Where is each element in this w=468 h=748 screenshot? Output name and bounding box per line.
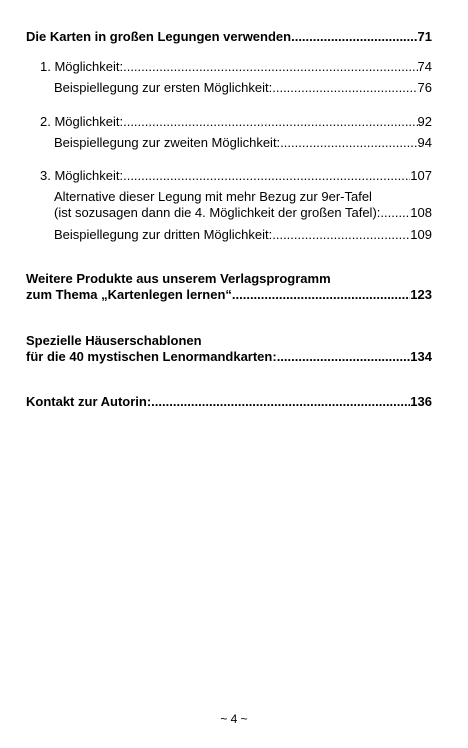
- toc-entry-option-1-example: [54, 80, 432, 96]
- toc-entry-title-line-1: Weitere Produkte aus unserem Verlagsprogramm: [26, 271, 331, 286]
- toc-entry-option-3-example: [54, 227, 432, 243]
- toc-leader-dots: [272, 80, 417, 96]
- toc-entry-title: Beispiellegung zur ersten Möglichkeit:: [54, 80, 273, 95]
- toc-leader-dots: [151, 394, 410, 410]
- toc-entry-page: 74: [417, 59, 432, 74]
- toc-entry-page: 76: [417, 80, 432, 95]
- toc-entry-title: Beispiellegung zur zweiten Möglichkeit:: [54, 135, 281, 150]
- toc-entry-page: 71: [417, 29, 432, 44]
- toc-leader-dots: [232, 287, 410, 303]
- toc-entry-title-line-2: für die 40 mystischen Lenormandkarten:: [26, 349, 277, 364]
- toc-entry-title: 3. Möglichkeit:: [40, 168, 124, 183]
- toc-entry-title: 1. Möglichkeit:: [40, 59, 124, 74]
- toc-leader-dots: [272, 227, 410, 243]
- toc-entry-option-3: [40, 168, 432, 184]
- toc-entry-title: Beispiellegung zur dritten Möglichkeit:: [54, 227, 273, 242]
- toc-entry-title: Die Karten in großen Legungen verwenden: [26, 29, 292, 44]
- toc-leader-dots: [277, 349, 411, 365]
- toc-leader-dots: [380, 205, 410, 221]
- toc-entry-page: 92: [417, 114, 432, 129]
- toc-entry-products: [26, 271, 432, 303]
- toc-entry-option-1: [40, 59, 432, 75]
- toc-leader-dots: [123, 114, 417, 130]
- toc-entry-title-line-2: zum Thema „Kartenlegen lernen“: [26, 287, 232, 302]
- toc-entry-page: 134: [410, 349, 432, 364]
- toc-leader-dots: [280, 135, 417, 151]
- toc-entry-title-line-1: Spezielle Häuserschablonen: [26, 333, 202, 348]
- toc-entry-title: Kontakt zur Autorin:: [26, 394, 152, 409]
- toc-entry-templates: [26, 333, 432, 365]
- toc-entry-page: 123: [410, 287, 432, 302]
- toc-entry-page: 107: [410, 168, 432, 183]
- toc-entry-title-line-2: (ist sozusagen dann die 4. Möglichkeit der großen Tafel):: [54, 205, 381, 220]
- page-number: ~ 4 ~: [220, 712, 248, 726]
- toc-entry-option-2: [40, 114, 432, 130]
- toc-entry-page: 94: [417, 135, 432, 150]
- toc-entry-page: 108: [410, 205, 432, 220]
- toc-leader-dots: [123, 168, 410, 184]
- toc-entry-chapter: [26, 29, 432, 45]
- toc-entry-alternative: [54, 189, 432, 221]
- toc-entry-title-line-1: Alternative dieser Legung mit mehr Bezug zur 9er-Tafel: [54, 189, 372, 204]
- toc-leader-dots: [291, 29, 417, 45]
- toc-entry-page: 109: [410, 227, 432, 242]
- toc-entry-page: 136: [410, 394, 432, 409]
- toc-leader-dots: [123, 59, 417, 75]
- toc-entry-option-2-example: [54, 135, 432, 151]
- toc-entry-title: 2. Möglichkeit:: [40, 114, 124, 129]
- toc-entry-contact: [26, 394, 432, 410]
